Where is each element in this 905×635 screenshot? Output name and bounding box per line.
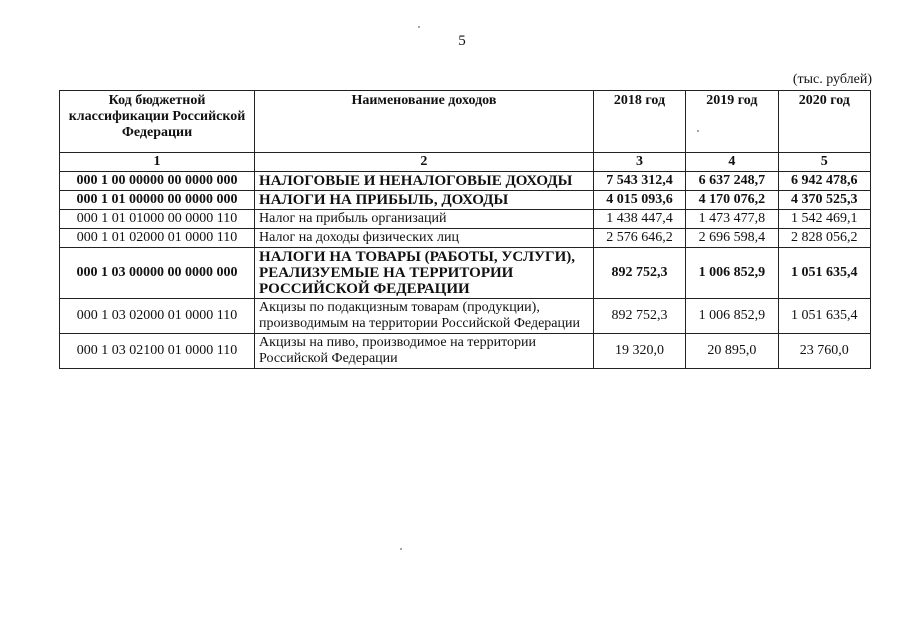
value-2020: 1 051 635,4	[778, 248, 870, 299]
column-number: 5	[778, 153, 870, 172]
row-code: 000 1 01 02000 01 0000 110	[60, 229, 255, 248]
row-name: НАЛОГИ НА ТОВАРЫ (РАБОТЫ, УСЛУГИ), РЕАЛИЗУЕМЫЕ НА ТЕРРИТОРИИ РОССИЙСКОЙ ФЕДЕРАЦИИ	[255, 248, 594, 299]
table-row	[60, 248, 871, 299]
row-name: НАЛОГОВЫЕ И НЕНАЛОГОВЫЕ ДОХОДЫ	[255, 172, 594, 191]
row-name: НАЛОГИ НА ПРИБЫЛЬ, ДОХОДЫ	[255, 191, 594, 210]
row-name: Акцизы по подакцизным товарам (продукции), производимым на территории Российской Федерации	[255, 299, 594, 334]
value-2019: 20 895,0	[686, 334, 778, 369]
value-2019: 4 170 076,2	[686, 191, 778, 210]
table-row	[60, 229, 871, 248]
row-code: 000 1 01 01000 00 0000 110	[60, 210, 255, 229]
value-2018: 892 752,3	[593, 299, 685, 334]
table-row	[60, 210, 871, 229]
table-row	[60, 299, 871, 334]
header-2019: 2019 год	[686, 91, 778, 153]
header-2020: 2020 год	[778, 91, 870, 153]
value-2019: 1 006 852,9	[686, 248, 778, 299]
row-code: 000 1 03 02000 01 0000 110	[60, 299, 255, 334]
value-2019: 6 637 248,7	[686, 172, 778, 191]
value-2020: 4 370 525,3	[778, 191, 870, 210]
value-2018: 7 543 312,4	[593, 172, 685, 191]
column-number: 3	[593, 153, 685, 172]
row-name: Налог на доходы физических лиц	[255, 229, 594, 248]
row-name: Акцизы на пиво, производимое на территории Российской Федерации	[255, 334, 594, 369]
row-code: 000 1 01 00000 00 0000 000	[60, 191, 255, 210]
scan-speck	[400, 548, 402, 550]
row-code: 000 1 03 02100 01 0000 110	[60, 334, 255, 369]
page-number: 5	[458, 33, 466, 49]
column-number: 2	[255, 153, 594, 172]
value-2020: 23 760,0	[778, 334, 870, 369]
value-2020: 6 942 478,6	[778, 172, 870, 191]
value-2020: 2 828 056,2	[778, 229, 870, 248]
table-row	[60, 334, 871, 369]
header-row	[60, 91, 871, 153]
table-row	[60, 191, 871, 210]
value-2019: 1 473 477,8	[686, 210, 778, 229]
row-name: Налог на прибыль организаций	[255, 210, 594, 229]
column-number: 1	[60, 153, 255, 172]
header-code: Код бюджетной классификации Российской Федерации	[60, 91, 255, 153]
row-code: 000 1 03 00000 00 0000 000	[60, 248, 255, 299]
value-2018: 4 015 093,6	[593, 191, 685, 210]
units-label: (тыс. рублей)	[792, 72, 872, 87]
value-2018: 2 576 646,2	[593, 229, 685, 248]
row-code: 000 1 00 00000 00 0000 000	[60, 172, 255, 191]
header-name: Наименование доходов	[255, 91, 594, 153]
header-2018: 2018 год	[593, 91, 685, 153]
value-2018: 892 752,3	[593, 248, 685, 299]
value-2020: 1 051 635,4	[778, 299, 870, 334]
value-2019: 2 696 598,4	[686, 229, 778, 248]
column-number-row	[60, 153, 871, 172]
value-2019: 1 006 852,9	[686, 299, 778, 334]
value-2018: 1 438 447,4	[593, 210, 685, 229]
column-number: 4	[686, 153, 778, 172]
revenue-table	[59, 90, 871, 369]
scan-speck	[418, 26, 420, 28]
value-2018: 19 320,0	[593, 334, 685, 369]
table-row	[60, 172, 871, 191]
value-2020: 1 542 469,1	[778, 210, 870, 229]
